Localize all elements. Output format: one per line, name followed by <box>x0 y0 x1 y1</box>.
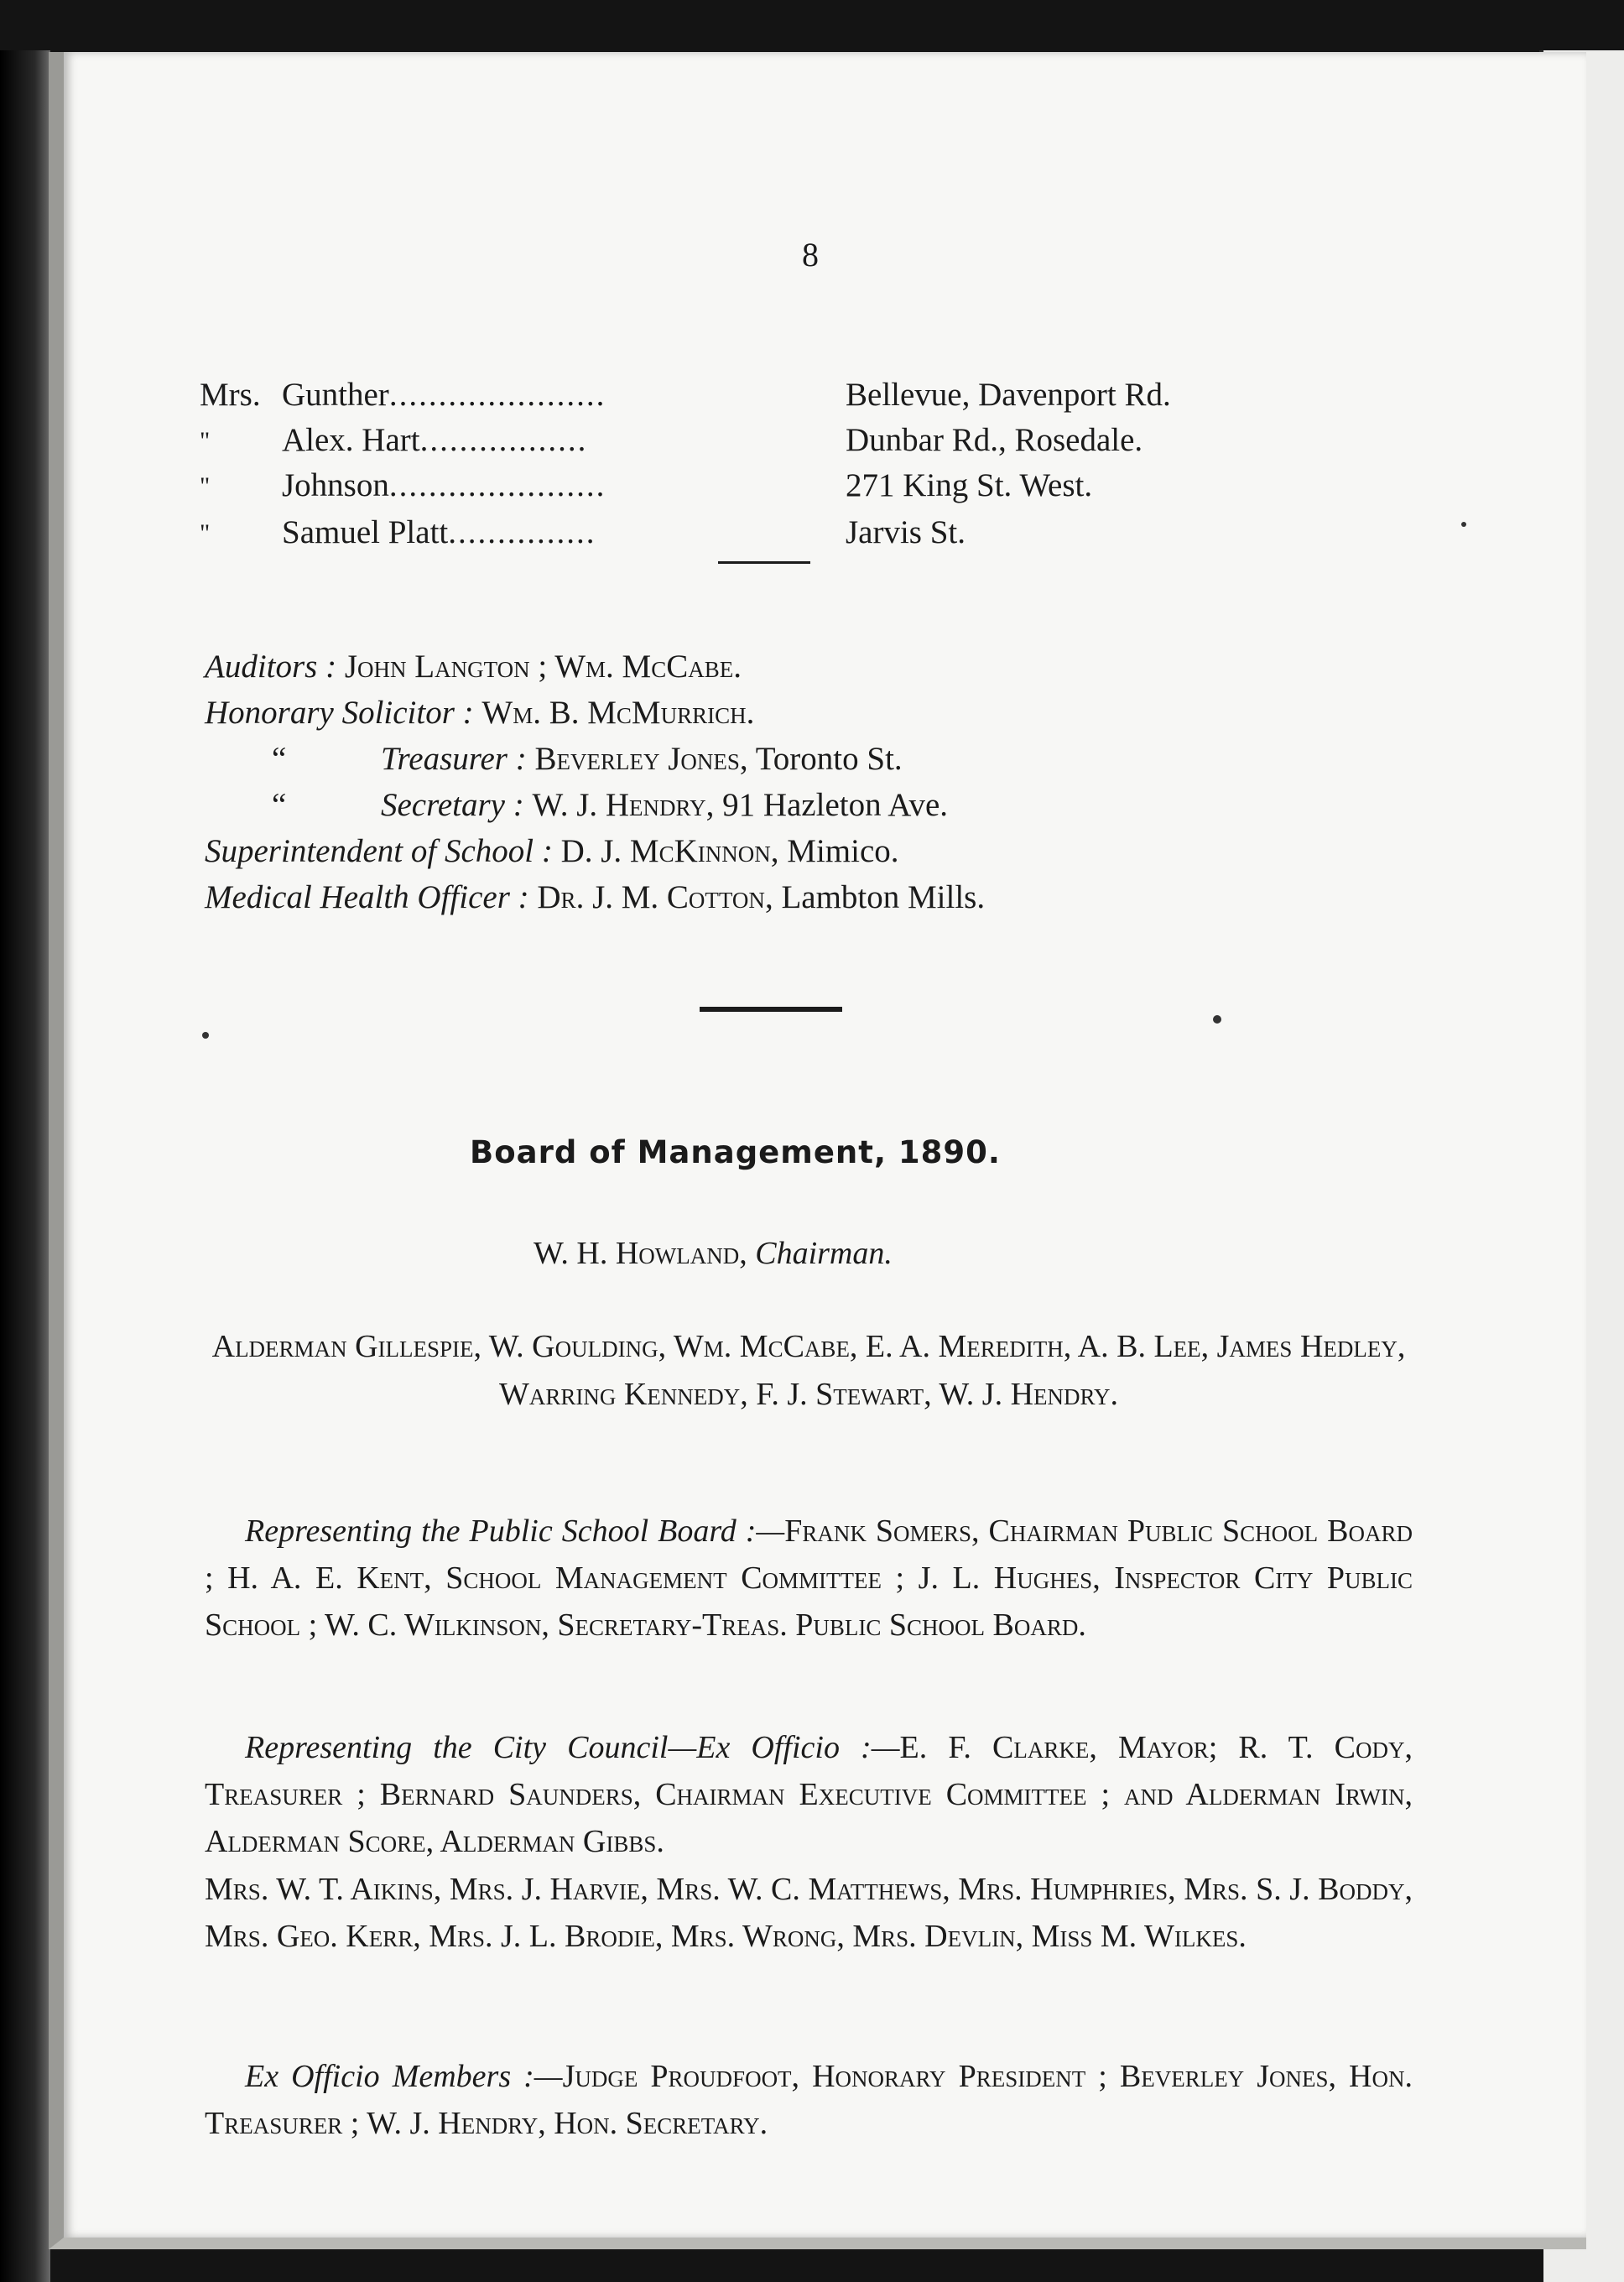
address-prefix: " <box>200 519 211 547</box>
officer-solicitor <box>205 694 754 732</box>
officer-detail: , Toronto St. <box>739 741 903 777</box>
address-name: Samuel Platt <box>282 514 449 550</box>
officer-role: Secretary : <box>381 787 524 823</box>
paragraph-lead: Representing the City Council—Ex Officio :— <box>245 1730 900 1765</box>
officer-role: Auditors : <box>205 649 337 685</box>
address-row <box>200 513 1290 559</box>
officer-role: Superintendent of School : <box>205 833 553 869</box>
officer-role: Honorary Solicitor : <box>205 695 474 731</box>
officer-detail: , 91 Hazleton Ave. <box>705 787 949 823</box>
page-number: 8 <box>802 236 819 274</box>
leader-dots: ...................... <box>388 467 606 503</box>
address-value: 271 King St. West. <box>846 467 1093 503</box>
section-rule <box>718 561 810 564</box>
officer-superintendent <box>205 832 899 870</box>
ditto-mark: “ <box>272 787 287 823</box>
city-council-paragraph <box>205 1724 1413 1865</box>
address-row <box>200 466 1290 512</box>
officer-detail: , Mimico. <box>770 833 899 869</box>
officer-value: Wm. B. McMurrich. <box>481 695 755 731</box>
address-value: Jarvis St. <box>846 514 966 550</box>
page-content <box>64 52 1586 2238</box>
public-school-paragraph <box>205 1508 1413 1649</box>
chairman-line: W. H. Howland, Chairman. <box>534 1236 893 1271</box>
scan-speck <box>202 1032 209 1039</box>
address-name: Alex. Hart <box>282 422 420 458</box>
ditto-mark: “ <box>272 741 287 777</box>
paragraph-text: Judge Proudfoot, Honorary President ; Beverley Jones, Hon. Treasurer ; W. J. Hendry, Hon. Secretary. <box>205 2059 1413 2141</box>
scanned-page <box>49 52 1586 2249</box>
paragraph-text: Frank Somers, Chairman Public School Board ; H. A. E. Kent, School Management Committee ; J. L. Hughes, Inspector City Public School ; W. C. Wilkinson, Secretary-Treas. Public School Board. <box>205 1514 1413 1643</box>
ex-officio-paragraph <box>205 2053 1413 2147</box>
address-name: Johnson <box>282 467 389 503</box>
officer-auditors <box>205 648 742 685</box>
officer-value: Dr. J. M. Cotton <box>537 879 765 915</box>
officer-health <box>205 878 985 916</box>
leader-dots: ............... <box>448 514 596 550</box>
leader-dots: ................. <box>419 422 588 458</box>
scan-speck <box>1213 1015 1221 1024</box>
board-title: Board of Management, 1890. <box>470 1134 1001 1170</box>
officer-role: Medical Health Officer : <box>205 879 529 915</box>
chairman-name: W. H. Howland <box>534 1236 740 1271</box>
book-spine-shadow <box>0 50 50 2282</box>
chairman-role: Chairman. <box>755 1236 893 1271</box>
address-name: Gunther <box>282 377 389 413</box>
address-value: Bellevue, Davenport Rd. <box>846 377 1171 413</box>
officer-value: Beverley Jones <box>534 741 740 777</box>
paragraph-lead: Representing the Public School Board :— <box>245 1514 785 1549</box>
section-rule <box>700 1007 842 1012</box>
officer-value: John Langton ; Wm. McCabe. <box>344 649 742 685</box>
leader-dots: ...................... <box>388 377 606 413</box>
address-value: Dunbar Rd., Rosedale. <box>846 422 1143 458</box>
address-prefix: " <box>200 427 211 455</box>
address-prefix: " <box>200 472 211 500</box>
officer-secretary <box>272 786 948 824</box>
officer-value: D. J. McKinnon <box>560 833 771 869</box>
board-members: Alderman Gillespie, W. Goulding, Wm. McCabe, E. A. Meredith, A. B. Lee, James Hedley, Warring Kennedy, F. J. Stewart, W. J. Hendry. <box>211 1329 1406 1412</box>
address-row <box>200 376 1290 421</box>
paragraph-text: E. F. Clarke, Mayor; R. T. Cody, Treasurer ; Bernard Saunders, Chairman Executive Committee ; and Alderman Irwin, Alderman Score, Alderman Gibbs. <box>205 1730 1413 1859</box>
paragraph-lead: Ex Officio Members :— <box>245 2059 563 2094</box>
officer-role: Treasurer : <box>381 741 527 777</box>
scan-speck <box>1461 522 1466 527</box>
address-row <box>200 421 1290 466</box>
address-prefix: Mrs. <box>200 377 261 413</box>
officer-treasurer <box>272 740 903 778</box>
ladies-paragraph: Mrs. W. T. Aikins, Mrs. J. Harvie, Mrs. W. C. Matthews, Mrs. Humphries, Mrs. S. J. Boddy, Mrs. Geo. Kerr, Mrs. J. L. Brodie, Mrs. Wrong, Mrs. Devlin, Miss M. Wilkes. <box>205 1872 1413 1954</box>
officer-detail: , Lambton Mills. <box>764 879 986 915</box>
officer-value: W. J. Hendry <box>532 787 706 823</box>
